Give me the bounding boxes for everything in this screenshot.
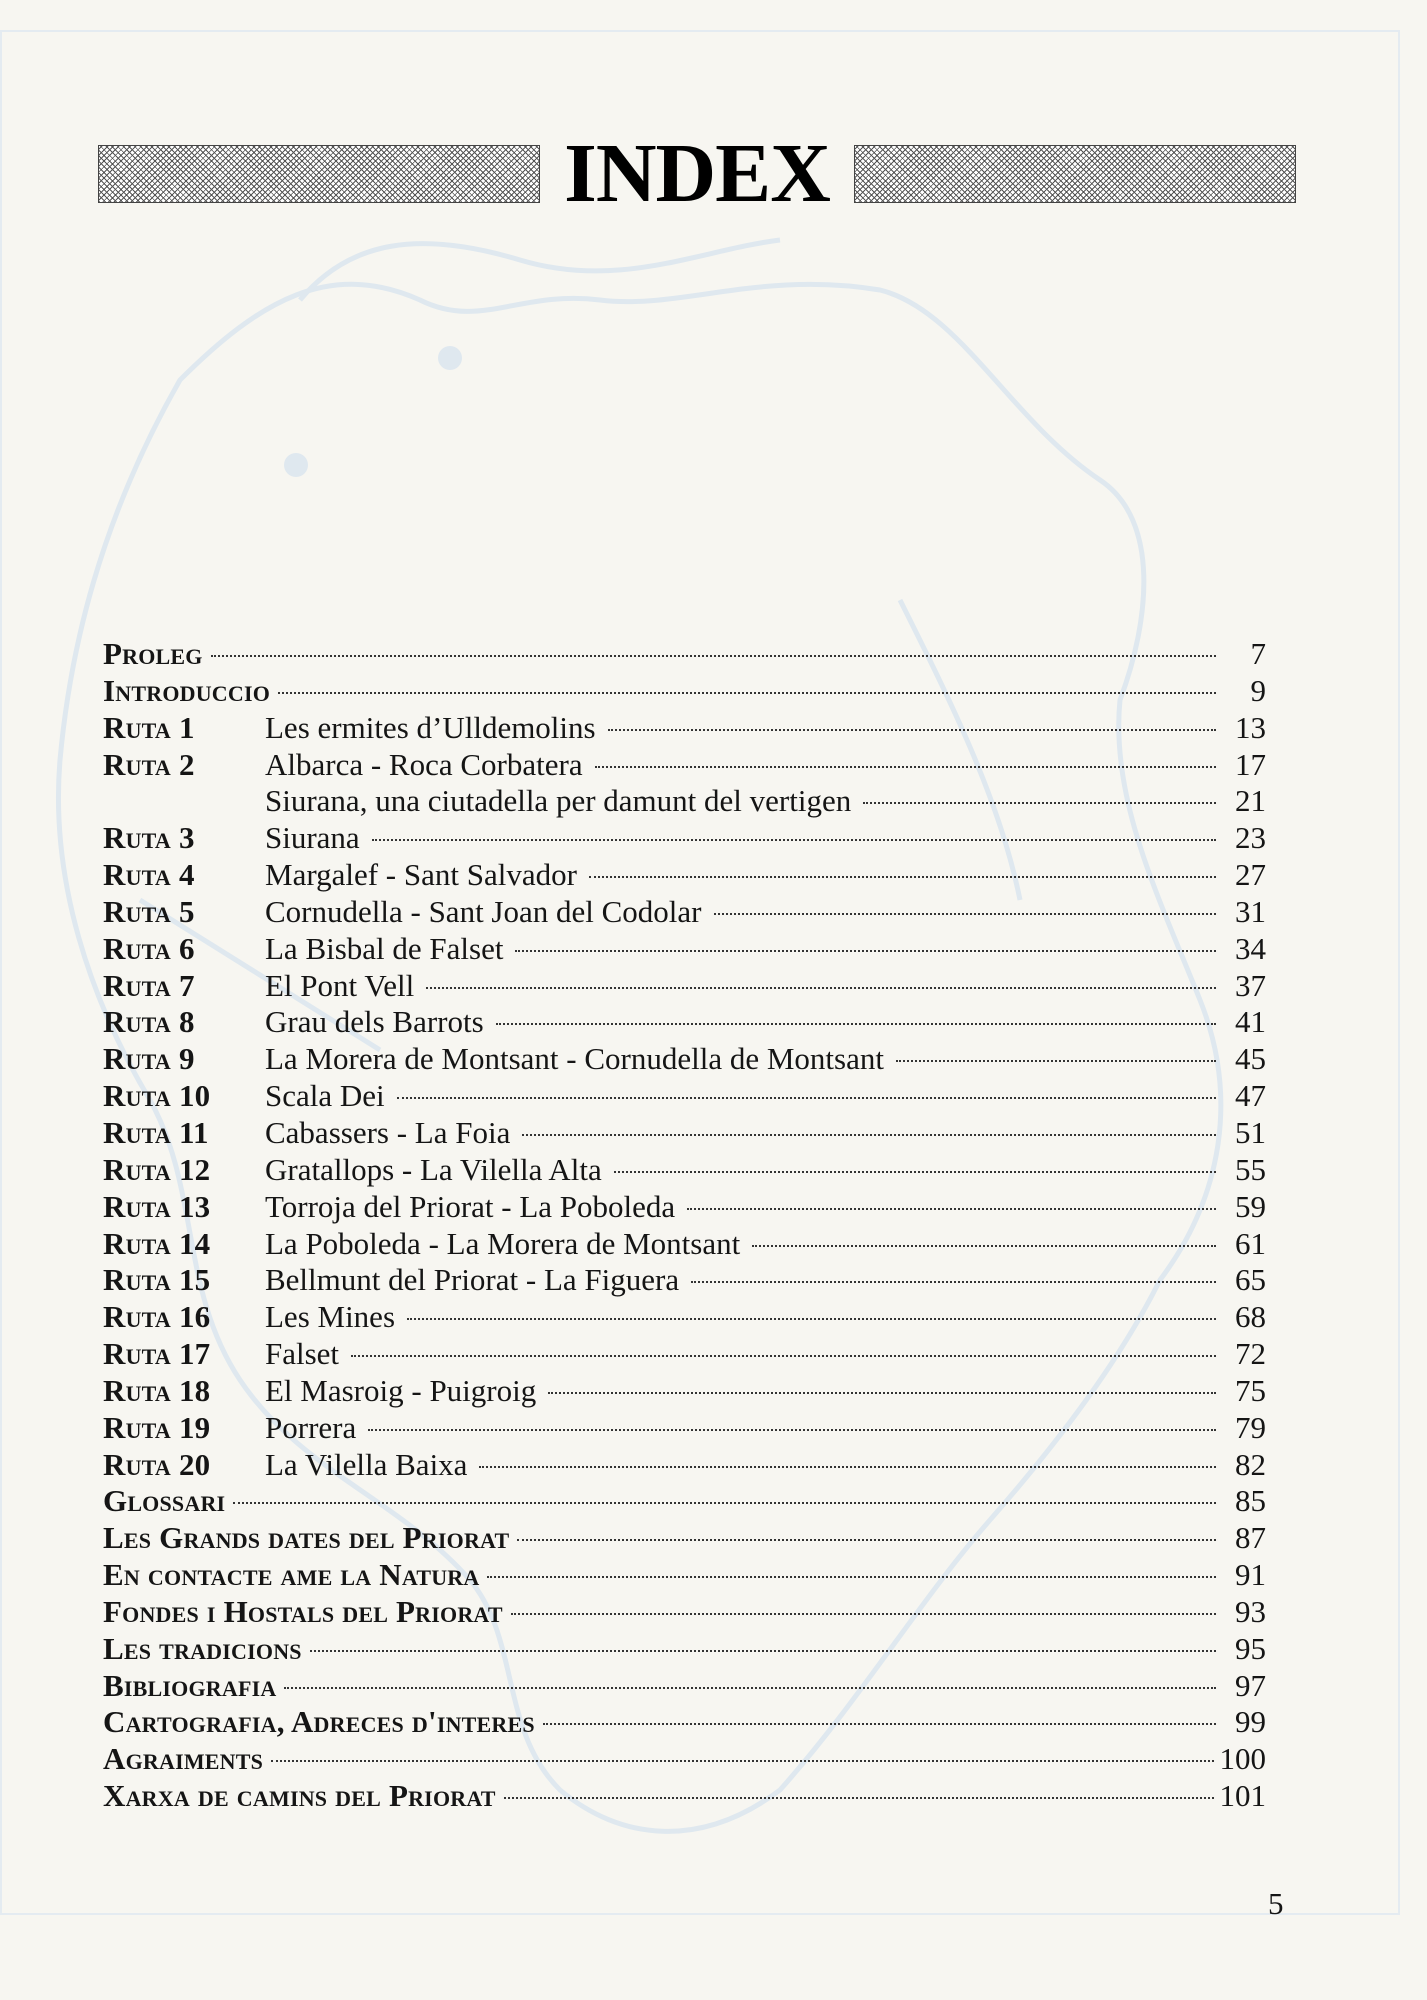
toc-entry-title: Falset <box>265 1336 340 1372</box>
toc-entry-page: 9 <box>1250 672 1266 708</box>
toc-entry-page: 65 <box>1235 1262 1266 1298</box>
toc-entry-title: Siurana, una ciutadella per damunt del vertigen <box>265 783 852 819</box>
toc-entry-label: Agraiments <box>103 1741 264 1777</box>
toc-entry <box>103 968 1266 1005</box>
toc-entry <box>103 1520 1266 1557</box>
dot-leader <box>548 1392 1216 1394</box>
toc-entry-label: Ruta 14 <box>103 1225 211 1261</box>
toc-entry-page: 85 <box>1235 1483 1266 1519</box>
toc-entry-page: 27 <box>1235 857 1266 893</box>
toc-entry-page: 101 <box>1219 1778 1266 1814</box>
dot-leader <box>426 987 1216 989</box>
dot-leader <box>233 1502 1216 1504</box>
toc-entry-label: Ruta 17 <box>103 1336 211 1372</box>
toc-entry-title: Cabassers - La Foia <box>265 1114 511 1150</box>
toc-entry <box>103 1704 1266 1741</box>
toc-entry-page: 13 <box>1235 709 1266 745</box>
toc-entry-title: Scala Dei <box>265 1078 385 1114</box>
dot-leader <box>589 876 1216 878</box>
toc-entry-page: 61 <box>1235 1225 1266 1261</box>
toc-entry-label: Ruta 9 <box>103 1041 195 1077</box>
toc-entry-label: Ruta 4 <box>103 857 195 893</box>
toc-entry <box>103 1410 1266 1447</box>
toc-entry <box>103 1115 1266 1152</box>
toc-entry-label: Ruta 12 <box>103 1151 211 1187</box>
dot-leader <box>351 1355 1216 1357</box>
dot-leader <box>614 1171 1216 1173</box>
toc-entry-title: Bellmunt del Priorat - La Figuera <box>265 1262 680 1298</box>
dot-leader <box>211 655 1216 657</box>
toc-entry <box>103 1041 1266 1078</box>
toc-entry-label: Ruta 11 <box>103 1114 209 1150</box>
dot-leader <box>407 1318 1216 1320</box>
toc-entry-page: 37 <box>1235 967 1266 1003</box>
toc-entry-label: Glossari <box>103 1483 226 1519</box>
table-of-contents <box>103 636 1266 1815</box>
toc-entry-title: Albarca - Roca Corbatera <box>265 746 583 782</box>
dot-leader <box>752 1245 1216 1247</box>
dot-leader <box>278 692 1216 694</box>
toc-entry-title: Cornudella - Sant Joan del Codolar <box>265 893 702 929</box>
dot-leader <box>271 1760 1213 1762</box>
toc-entry-label: Bibliografia <box>103 1667 277 1703</box>
toc-entry-page: 99 <box>1235 1704 1266 1740</box>
toc-entry-label: En contacte ame la Natura <box>103 1557 480 1593</box>
toc-entry-label: Ruta 5 <box>103 893 195 929</box>
toc-entry <box>103 1741 1266 1778</box>
toc-entry-page: 68 <box>1235 1299 1266 1335</box>
dot-leader <box>496 1023 1216 1025</box>
dot-leader <box>372 839 1216 841</box>
toc-entry-page: 97 <box>1235 1667 1266 1703</box>
toc-entry <box>103 1299 1266 1336</box>
dot-leader <box>595 766 1216 768</box>
dot-leader <box>504 1797 1214 1799</box>
toc-entry-label: Ruta 2 <box>103 746 195 782</box>
index-header <box>98 128 1296 220</box>
dot-leader <box>487 1576 1216 1578</box>
toc-entry <box>103 857 1266 894</box>
toc-entry-title: Les Mines <box>265 1299 396 1335</box>
dot-leader <box>397 1097 1216 1099</box>
toc-entry-page: 82 <box>1235 1446 1266 1482</box>
toc-entry <box>103 1557 1266 1594</box>
toc-entry-page: 41 <box>1235 1004 1266 1040</box>
toc-entry-label: Xarxa de camins del Priorat <box>103 1778 496 1814</box>
toc-entry <box>103 673 1266 710</box>
toc-entry-label: Ruta 15 <box>103 1262 211 1298</box>
dot-leader <box>517 1539 1216 1541</box>
toc-entry-title: Les ermites d’Ulldemolins <box>265 709 596 745</box>
toc-entry-label: Ruta 13 <box>103 1188 211 1224</box>
dot-leader <box>714 913 1217 915</box>
toc-entry-label: Ruta 6 <box>103 930 195 966</box>
page-number: 5 <box>1268 1886 1284 1921</box>
toc-entry-page: 31 <box>1235 893 1266 929</box>
toc-entry <box>103 1336 1266 1373</box>
toc-entry-title: El Pont Vell <box>265 967 415 1003</box>
toc-entry-label: Ruta 16 <box>103 1299 211 1335</box>
toc-entry-label: Ruta 8 <box>103 1004 195 1040</box>
toc-entry-label: Ruta 7 <box>103 967 195 1003</box>
toc-entry-page: 51 <box>1235 1114 1266 1150</box>
toc-entry-label: Les tradicions <box>103 1630 302 1666</box>
dot-leader <box>687 1208 1216 1210</box>
toc-entry-label: Les Grands dates del Priorat <box>103 1520 510 1556</box>
toc-entry <box>103 1594 1266 1631</box>
toc-entry-title: Porrera <box>265 1409 357 1445</box>
dot-leader <box>896 1060 1216 1062</box>
dot-leader <box>310 1650 1216 1652</box>
toc-entry-page: 55 <box>1235 1151 1266 1187</box>
dot-leader <box>515 950 1216 952</box>
toc-entry-page: 47 <box>1235 1078 1266 1114</box>
toc-entry <box>103 1373 1266 1410</box>
dot-leader <box>284 1687 1216 1689</box>
toc-entry-page: 93 <box>1235 1593 1266 1629</box>
toc-entry-title: La Bisbal de Falset <box>265 930 504 966</box>
toc-entry-title: El Masroig - Puigroig <box>265 1372 537 1408</box>
toc-entry <box>103 820 1266 857</box>
toc-entry-page: 72 <box>1235 1336 1266 1372</box>
toc-entry-label: Ruta 1 <box>103 709 195 745</box>
toc-entry-title: Grau dels Barrots <box>265 1004 484 1040</box>
toc-entry <box>103 1078 1266 1115</box>
dot-leader <box>543 1723 1216 1725</box>
toc-entry-label: Proleg <box>103 636 203 671</box>
toc-entry-label: Ruta 10 <box>103 1078 211 1114</box>
toc-entry <box>103 931 1266 968</box>
toc-entry <box>103 1262 1266 1299</box>
toc-entry <box>103 747 1266 784</box>
toc-entry-page: 100 <box>1219 1741 1266 1777</box>
dot-leader <box>368 1429 1216 1431</box>
toc-entry <box>103 783 1266 820</box>
toc-entry-title: Margalef - Sant Salvador <box>265 857 577 893</box>
toc-entry <box>103 1152 1266 1189</box>
toc-entry-page: 34 <box>1235 930 1266 966</box>
toc-entry <box>103 1226 1266 1263</box>
toc-entry-page: 7 <box>1250 636 1266 671</box>
toc-entry-title: Torroja del Priorat - La Poboleda <box>265 1188 676 1224</box>
dot-leader <box>863 802 1216 804</box>
dot-leader <box>479 1466 1216 1468</box>
dot-leader <box>522 1134 1216 1136</box>
hatch-bar-left <box>98 145 540 203</box>
toc-entry-page: 59 <box>1235 1188 1266 1224</box>
toc-entry-page: 23 <box>1235 820 1266 856</box>
toc-entry-page: 95 <box>1235 1630 1266 1666</box>
toc-entry-page: 21 <box>1235 783 1266 819</box>
toc-entry-page: 45 <box>1235 1041 1266 1077</box>
toc-entry <box>103 636 1266 673</box>
toc-entry-label: Ruta 18 <box>103 1372 211 1408</box>
toc-entry-label: Ruta 3 <box>103 820 195 856</box>
toc-entry <box>103 1483 1266 1520</box>
toc-entry-label: Introduccio <box>103 672 271 708</box>
toc-entry-title: La Vilella Baixa <box>265 1446 468 1482</box>
dot-leader <box>608 729 1216 731</box>
toc-entry-label: Ruta 20 <box>103 1446 211 1482</box>
hatch-bar-right <box>854 145 1296 203</box>
toc-entry-page: 75 <box>1235 1372 1266 1408</box>
toc-entry-label: Cartografia, Adreces d'interes <box>103 1704 535 1740</box>
toc-entry-page: 17 <box>1235 746 1266 782</box>
dot-leader <box>511 1613 1216 1615</box>
toc-entry-page: 91 <box>1235 1557 1266 1593</box>
toc-entry-page: 79 <box>1235 1409 1266 1445</box>
toc-entry-label: Ruta 19 <box>103 1409 211 1445</box>
toc-entry <box>103 1189 1266 1226</box>
toc-entry-title: La Poboleda - La Morera de Montsant <box>265 1225 741 1261</box>
toc-entry <box>103 1004 1266 1041</box>
toc-entry-title: Siurana <box>265 820 360 856</box>
toc-entry-label: Fondes i Hostals del Priorat <box>103 1593 503 1629</box>
toc-entry <box>103 1668 1266 1705</box>
toc-entry-page: 87 <box>1235 1520 1266 1556</box>
toc-entry <box>103 710 1266 747</box>
toc-entry <box>103 1778 1266 1815</box>
toc-entry-title: La Morera de Montsant - Cornudella de Montsant <box>265 1041 884 1077</box>
page-title: INDEX <box>564 127 830 220</box>
toc-entry-title: Gratallops - La Vilella Alta <box>265 1151 602 1187</box>
toc-entry <box>103 1447 1266 1484</box>
dot-leader <box>691 1281 1216 1283</box>
toc-entry <box>103 1631 1266 1668</box>
toc-entry <box>103 894 1266 931</box>
